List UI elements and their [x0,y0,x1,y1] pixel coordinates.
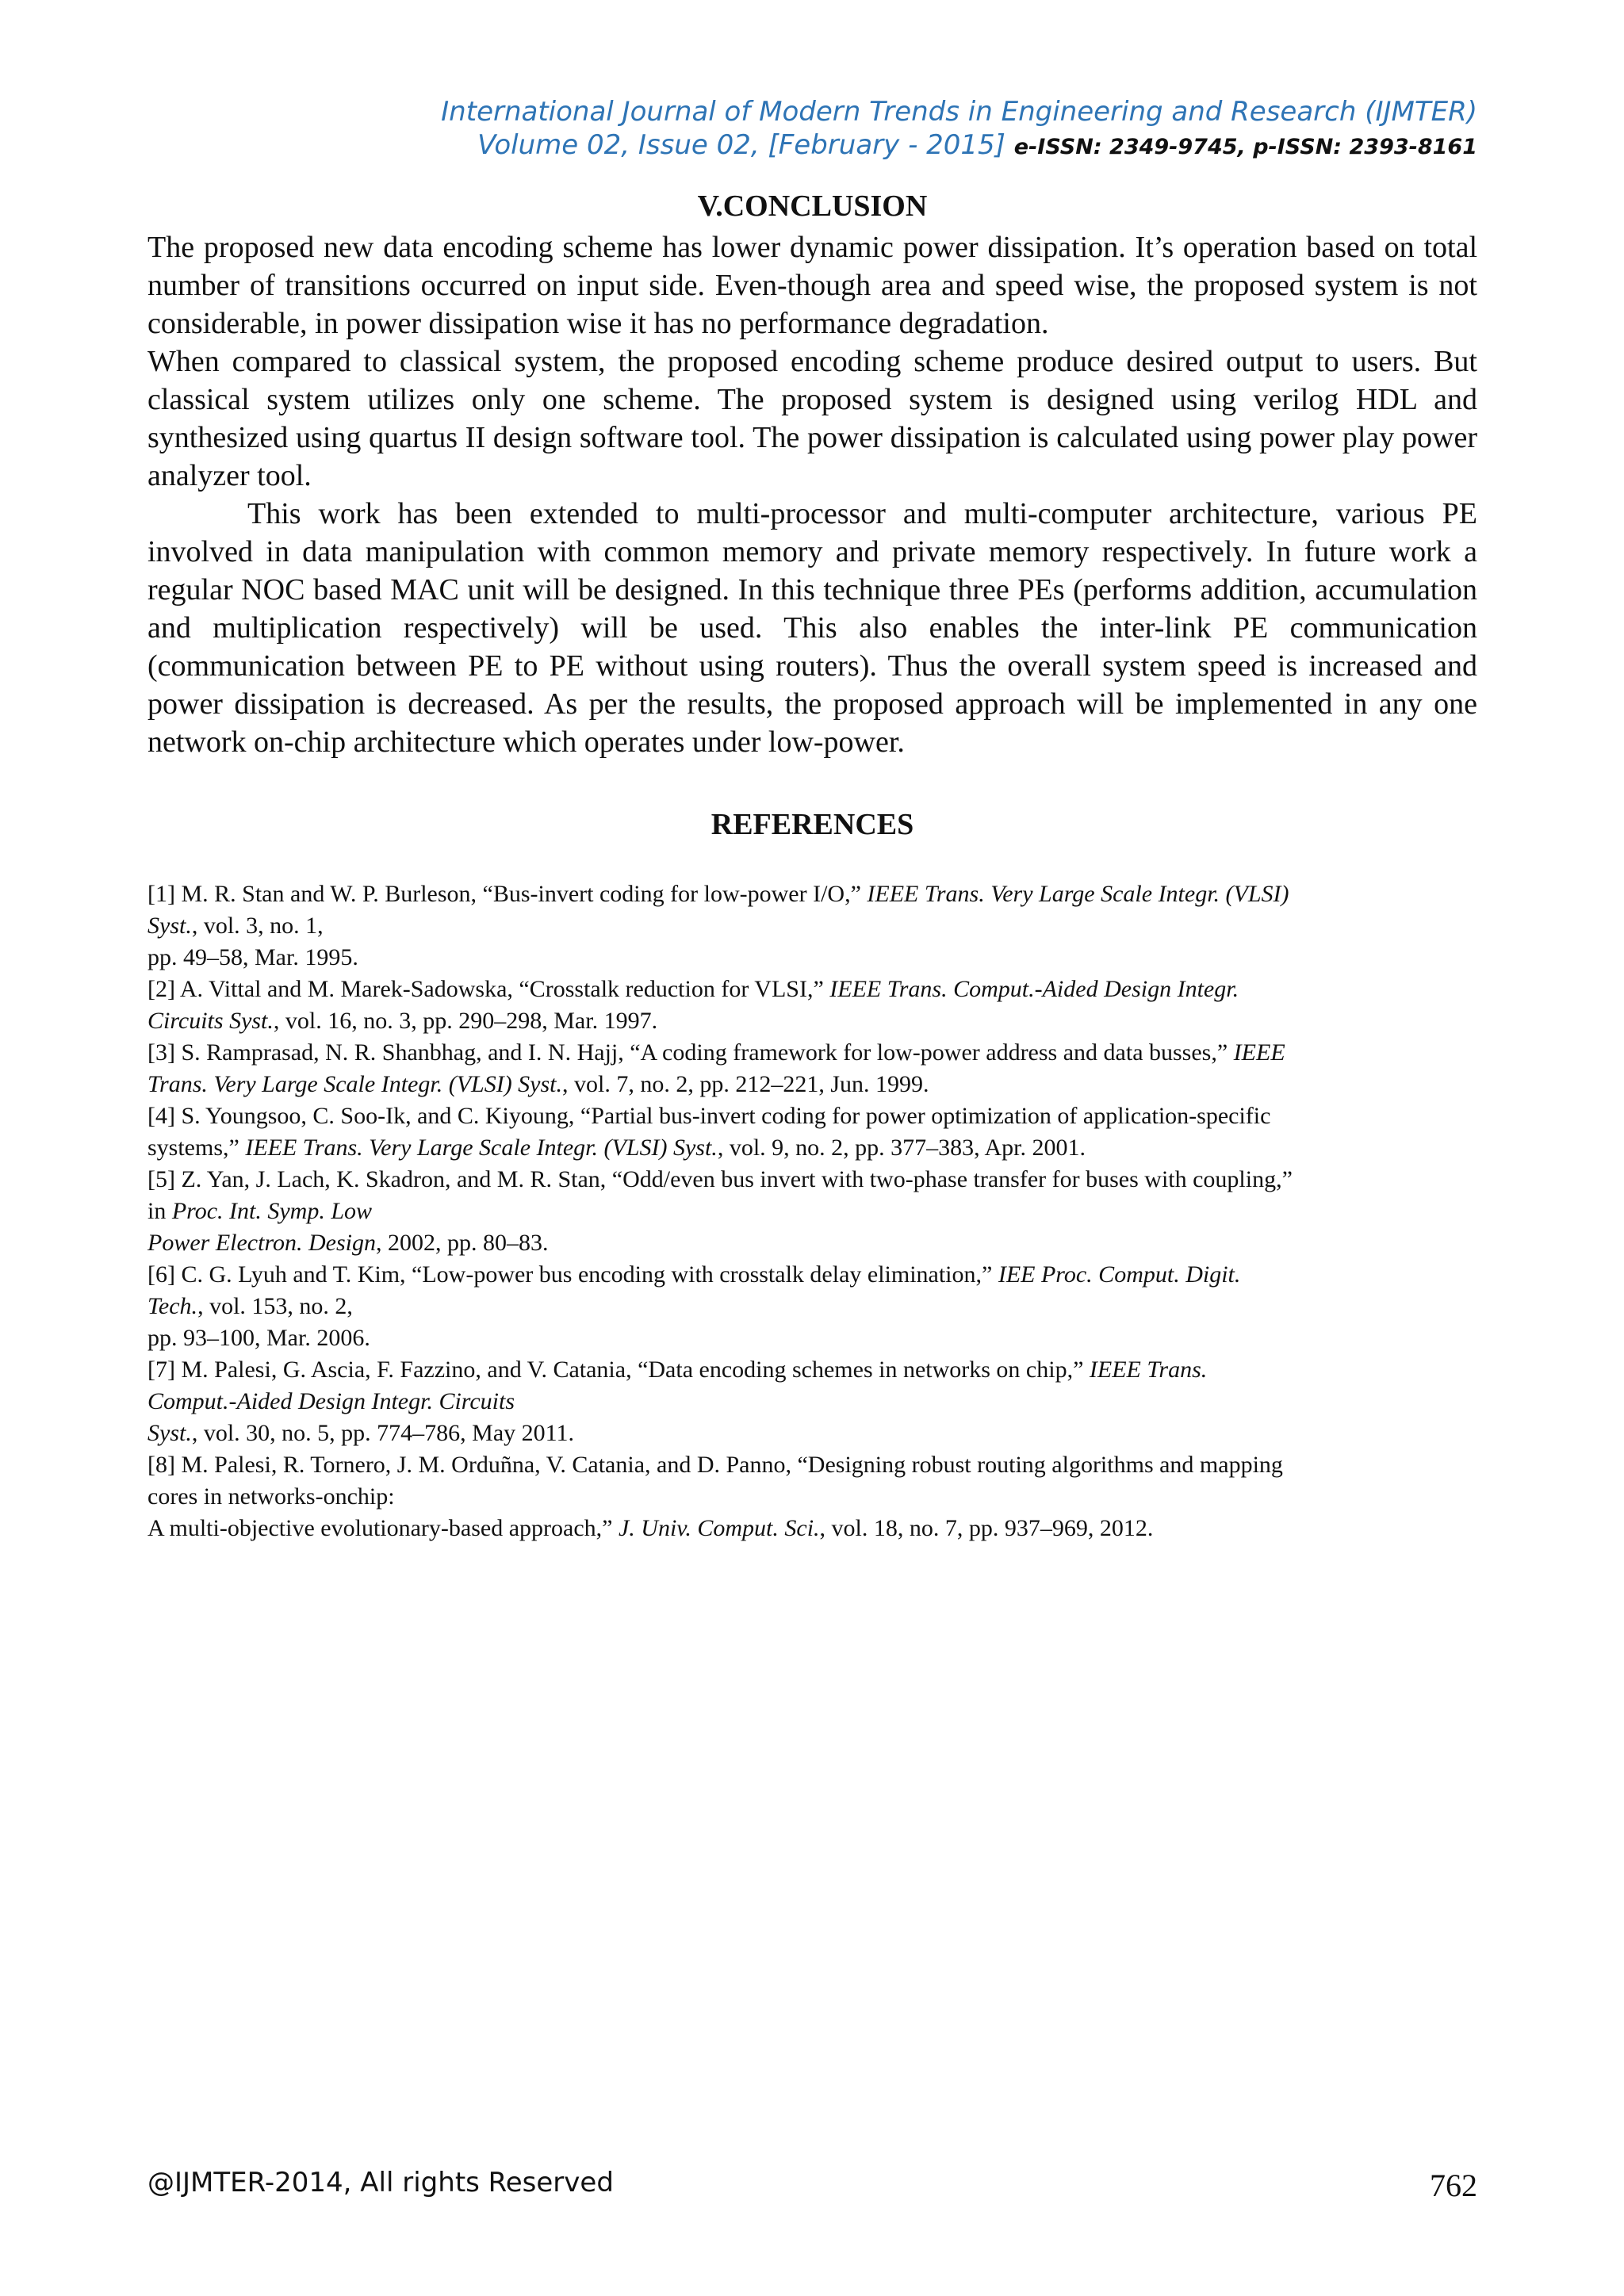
reference-line [147,1037,1477,1069]
reference-source: IEEE Trans. [1089,1357,1208,1383]
reference-text: pp. 93–100, Mar. 2006. [147,1325,370,1351]
reference-item [147,1164,1477,1259]
journal-issn: e-ISSN: 2349-9745, p-ISSN: 2393-8161 [1013,135,1477,159]
reference-line [147,942,1477,974]
reference-item [147,1259,1477,1354]
reference-text: [7] M. Palesi, G. Ascia, F. Fazzino, and V. Catania, “Data encoding schemes in networks on chip,” [147,1357,1090,1383]
article-body [147,187,1477,1544]
journal-volume-line [441,128,1477,164]
reference-source: Syst. [147,1420,192,1446]
reference-line [147,1227,1477,1259]
journal-header [441,95,1477,164]
reference-source: IEEE [1233,1039,1285,1066]
reference-text: , vol. 16, no. 3, pp. 290–298, Mar. 1997. [273,1008,658,1034]
reference-text: [5] Z. Yan, J. Lach, K. Skadron, and M. R. Stan, “Odd/even bus invert with two-phase transfer for buses with coupling,” [147,1166,1293,1192]
copyright-notice: @IJMTER-2014, All rights Reserved [147,2167,614,2198]
reference-text: , vol. 30, no. 5, pp. 774–786, May 2011. [191,1420,575,1446]
reference-source: Proc. Int. Symp. Low [171,1198,373,1224]
reference-source: Power Electron. Design [147,1230,377,1256]
reference-item [147,1449,1477,1544]
conclusion-paragraph: The proposed new data encoding scheme has lower dynamic power dissipation. It’s operation based on total number of transitions occurred on input side. Even-though area and speed wise, the proposed system is not considerable, in power dissipation wise it has no performance degradation. [147,231,1477,340]
reference-text: [8] M. Palesi, R. Tornero, J. M. Orduñna, V. Catania, and D. Panno, “Designing robust routing algorithms and mapping [147,1452,1283,1478]
references-heading: REFERENCES [710,808,914,841]
reference-text: systems,” [147,1135,246,1161]
reference-source: Tech. [147,1293,198,1319]
conclusion-heading: V.CONCLUSION [697,189,928,223]
reference-line [147,1100,1477,1132]
reference-text: , vol. 9, no. 2, pp. 377–383, Apr. 2001. [717,1135,1086,1161]
reference-line [147,1354,1477,1386]
reference-item [147,974,1477,1037]
reference-text: [6] C. G. Lyuh and T. Kim, “Low-power bus encoding with crosstalk delay elimination,” [147,1261,998,1288]
reference-text: cores in networks-onchip: [147,1483,395,1510]
reference-text: , vol. 7, no. 2, pp. 212–221, Jun. 1999. [562,1071,929,1097]
reference-line [147,1291,1477,1322]
reference-text: , vol. 153, no. 2, [197,1293,353,1319]
reference-line [147,1513,1477,1544]
reference-item [147,1100,1477,1164]
reference-line [147,1132,1477,1164]
page-number: 762 [1430,2168,1477,2203]
reference-text: in [147,1198,172,1224]
reference-line [147,974,1477,1005]
reference-text: [4] S. Youngsoo, C. Soo-Ik, and C. Kiyoung, “Partial bus-invert coding for power optimization of application-specific [147,1103,1271,1129]
reference-text: [3] S. Ramprasad, N. R. Shanbhag, and I. N. Hajj, “A coding framework for low-power address and data busses,” [147,1039,1234,1066]
reference-item [147,878,1477,974]
reference-line [147,1418,1477,1449]
reference-item [147,1037,1477,1100]
reference-text: , vol. 18, no. 7, pp. 937–969, 2012. [819,1515,1154,1541]
reference-line [147,878,1477,910]
reference-line [147,1005,1477,1037]
journal-volume: Volume 02, Issue 02, [February - 2015] [477,129,1005,161]
reference-source: Trans. Very Large Scale Integr. (VLSI) Syst. [147,1071,563,1097]
reference-line [147,1322,1477,1354]
reference-source: IEEE Trans. Comput.-Aided Design Integr. [829,976,1239,1002]
reference-line [147,1386,1477,1418]
reference-line [147,1259,1477,1291]
reference-line [147,910,1477,942]
reference-text: , vol. 3, no. 1, [191,913,324,939]
reference-source: Circuits Syst. [147,1008,274,1034]
reference-text: , 2002, pp. 80–83. [376,1230,549,1256]
conclusion-paragraph: This work has been extended to multi-processor and multi-computer architecture, various PE involved in data manipulation with common memory and private memory respectively. In future work a regular NOC based MAC unit will be designed. In this technique three PEs (performs addition, accumulation and multiplication respectively) will be used. This also enables the inter-link PE communication (communication between PE to PE without using routers). Thus the overall system speed is increased and power dissipation is decreased. As per the results, the proposed approach will be implemented in any one network on-chip architecture which operates under low-power. [147,497,1477,759]
reference-source: IEE Proc. Comput. Digit. [998,1261,1241,1288]
reference-text: A multi-objective evolutionary-based approach,” [147,1515,619,1541]
reference-source: Syst. [147,913,192,939]
reference-line [147,1481,1477,1513]
reference-source: IEEE Trans. Very Large Scale Integr. (VLSI) [867,881,1289,907]
reference-item [147,1354,1477,1449]
reference-source: J. Univ. Comput. Sci. [618,1515,820,1541]
reference-line [147,1069,1477,1100]
reference-text: [1] M. R. Stan and W. P. Burleson, “Bus-invert coding for low-power I/O,” [147,881,868,907]
reference-text: [2] A. Vittal and M. Marek-Sadowska, “Crosstalk reduction for VLSI,” [147,976,830,1002]
reference-line [147,1449,1477,1481]
reference-text: pp. 49–58, Mar. 1995. [147,944,358,970]
reference-line [147,1164,1477,1196]
reference-source: IEEE Trans. Very Large Scale Integr. (VLSI) Syst. [245,1135,718,1161]
conclusion-paragraph: When compared to classical system, the proposed encoding scheme produce desired output to users. But classical system utilizes only one scheme. The proposed system is designed using verilog HDL and synthesized using quartus II design software tool. The power dissipation is calculated using power play power analyzer tool. [147,345,1477,492]
journal-title: International Journal of Modern Trends in Engineering and Research (IJMTER) [441,96,1477,128]
reference-source: Comput.-Aided Design Integr. Circuits [147,1388,515,1414]
reference-line [147,1196,1477,1227]
